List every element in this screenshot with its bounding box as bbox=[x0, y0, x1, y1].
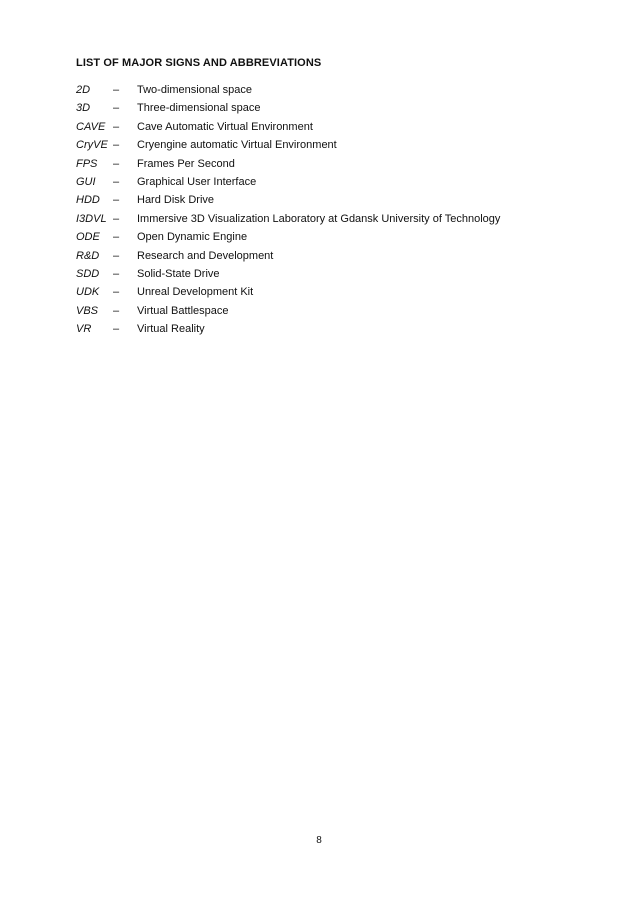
abbreviation-definition: Two-dimensional space bbox=[137, 84, 252, 96]
page-title: LIST OF MAJOR SIGNS AND ABBREVIATIONS bbox=[76, 57, 322, 69]
abbreviation-row bbox=[76, 228, 556, 246]
abbreviation-dash: – bbox=[113, 249, 120, 262]
abbreviation-list bbox=[76, 81, 556, 338]
abbreviation-definition: Open Dynamic Engine bbox=[137, 231, 248, 244]
abbreviation-term: FPS bbox=[76, 157, 98, 170]
abbreviation-definition: Virtual Reality bbox=[137, 323, 205, 336]
abbreviation-definition: Solid-State Drive bbox=[137, 267, 220, 280]
abbreviation-definition: Cryengine automatic Virtual Environment bbox=[137, 139, 337, 152]
abbreviation-row bbox=[76, 302, 556, 320]
abbreviation-row bbox=[76, 155, 556, 173]
abbreviation-dash: – bbox=[113, 139, 120, 152]
abbreviation-row bbox=[76, 191, 556, 209]
abbreviation-dash: – bbox=[113, 231, 120, 244]
abbreviation-term: R&D bbox=[76, 249, 100, 262]
abbreviation-definition: Graphical User Interface bbox=[137, 175, 257, 188]
abbreviation-dash: – bbox=[113, 323, 120, 336]
abbreviation-dash: – bbox=[113, 84, 120, 96]
abbreviation-definition: Unreal Development Kit bbox=[137, 286, 254, 299]
abbreviation-row bbox=[76, 99, 556, 117]
abbreviation-term: CryVE bbox=[76, 139, 108, 152]
abbreviation-definition: Frames Per Second bbox=[137, 157, 235, 170]
abbreviation-term: I3DVL bbox=[76, 212, 107, 225]
abbreviation-row bbox=[76, 265, 556, 283]
abbreviation-dash: – bbox=[113, 175, 120, 188]
abbreviation-definition: Three-dimensional space bbox=[137, 102, 261, 115]
abbreviation-definition: Virtual Battlespace bbox=[137, 304, 229, 317]
abbreviation-term: VBS bbox=[76, 304, 99, 317]
abbreviation-dash: – bbox=[113, 212, 120, 225]
abbreviation-dash: – bbox=[113, 157, 120, 170]
abbreviation-term: VR bbox=[76, 323, 92, 336]
abbreviation-row bbox=[76, 247, 556, 265]
abbreviation-definition: Cave Automatic Virtual Environment bbox=[137, 120, 313, 133]
abbreviation-row bbox=[76, 136, 556, 154]
abbreviation-term: UDK bbox=[76, 286, 100, 299]
abbreviation-term: HDD bbox=[76, 194, 100, 207]
abbreviation-row bbox=[76, 210, 556, 228]
abbreviation-row bbox=[76, 173, 556, 191]
abbreviation-row bbox=[76, 283, 556, 301]
abbreviation-term: CAVE bbox=[76, 120, 106, 133]
abbreviation-dash: – bbox=[113, 102, 120, 115]
abbreviation-term: 2D bbox=[76, 84, 91, 96]
abbreviation-row bbox=[76, 81, 556, 99]
abbreviation-dash: – bbox=[113, 194, 120, 207]
abbreviation-definition: Hard Disk Drive bbox=[137, 194, 215, 207]
abbreviation-term: GUI bbox=[76, 175, 96, 188]
abbreviation-definition: Research and Development bbox=[137, 249, 274, 262]
abbreviation-term: 3D bbox=[76, 102, 91, 115]
abbreviation-term: ODE bbox=[76, 231, 100, 244]
abbreviation-row bbox=[76, 118, 556, 136]
abbreviation-dash: – bbox=[113, 286, 120, 299]
abbreviation-dash: – bbox=[113, 304, 120, 317]
abbreviation-term: SDD bbox=[76, 267, 100, 280]
page-number: 8 bbox=[316, 835, 322, 846]
abbreviation-dash: – bbox=[113, 120, 120, 133]
abbreviation-definition: Immersive 3D Visualization Laboratory at Gdansk University of Technology bbox=[137, 212, 501, 225]
abbreviation-dash: – bbox=[113, 267, 120, 280]
abbreviation-row bbox=[76, 320, 556, 338]
